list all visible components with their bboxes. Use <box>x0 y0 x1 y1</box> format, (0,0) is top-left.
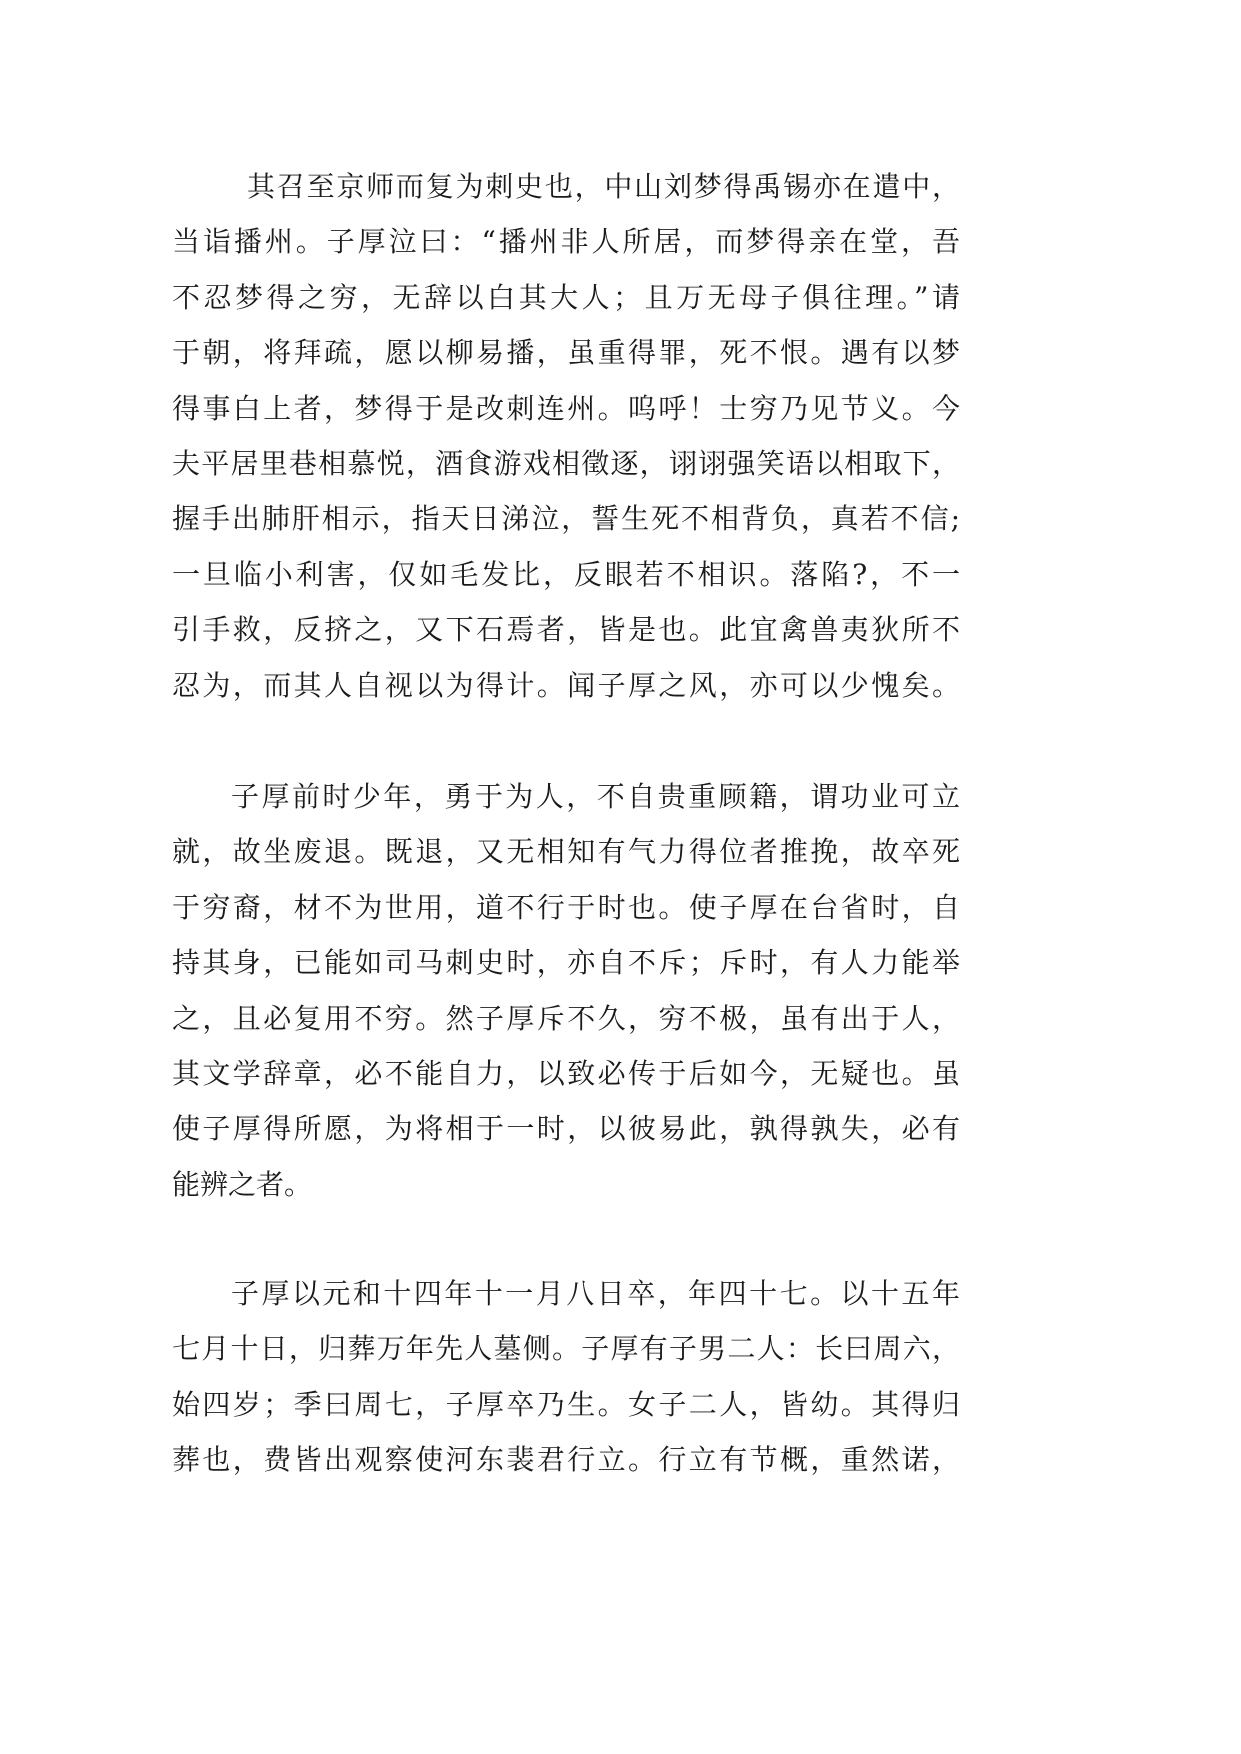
text-line: 不忍梦得之穷，无辞以白其大人；且万无母子俱往理。”请 <box>172 280 960 314</box>
text-line: 之，且必复用不穷。然子厚斥不久，穷不极，虽有出于人， <box>172 1001 960 1035</box>
text-line: 就，故坐废退。既退，又无相知有气力得位者推挽，故卒死 <box>172 835 960 869</box>
text-line: 使子厚得所愿，为将相于一时，以彼易此，孰得孰失，必有 <box>172 1112 960 1146</box>
paragraph-1 <box>172 159 960 713</box>
text-line: 夫平居里巷相慕悦，酒食游戏相徵逐，诩诩强笑语以相取下， <box>172 446 960 480</box>
text-line: 子厚前时少年，勇于为人，不自贵重顾籍，谓功业可立 <box>231 780 960 813</box>
text-line: 其召至京师而复为刺史也，中山刘梦得禹锡亦在遣中， <box>247 170 960 203</box>
text-line: 引手救，反挤之，又下石焉者，皆是也。此宜禽兽夷狄所不 <box>172 613 960 647</box>
text-line: 于穷裔，材不为世用，道不行于时也。使子厚在台省时，自 <box>172 890 960 924</box>
text-line: 当诣播州。子厚泣曰：“播州非人所居，而梦得亲在堂，吾 <box>172 225 960 259</box>
text-line: 始四岁；季曰周七，子厚卒乃生。女子二人，皆幼。其得归 <box>172 1387 960 1421</box>
text-line: 得事白上者，梦得于是改刺连州。呜呼！士穷乃见节义。今 <box>172 391 960 425</box>
text-line: 握手出肺肝相示，指天日涕泣，誓生死不相背负，真若不信; <box>172 502 960 536</box>
text-line: 子厚以元和十四年十一月八日卒，年四十七。以十五年 <box>231 1277 960 1310</box>
text-line: 持其身，已能如司马刺史时，亦自不斥；斥时，有人力能举 <box>172 946 960 980</box>
text-line: 能辨之者。 <box>172 1167 313 1201</box>
text-line: 一旦临小利害，仅如毛发比，反眼若不相识。落陷?，不一 <box>172 557 960 591</box>
text-line: 于朝，将拜疏，愿以柳易播，虽重得罪，死不恨。遇有以梦 <box>172 336 960 370</box>
text-line: 葬也，费皆出观察使河东裴君行立。行立有节概，重然诺， <box>172 1443 960 1477</box>
text-line: 忍为，而其人自视以为得计。闻子厚之风，亦可以少愧矣。 <box>172 668 960 702</box>
paragraph-3 <box>172 1266 960 1488</box>
text-line: 七月十日，归葬万年先人墓侧。子厚有子男二人：长曰周六， <box>172 1332 960 1366</box>
text-line: 其文学辞章，必不能自力，以致必传于后如今，无疑也。虽 <box>172 1056 960 1090</box>
paragraph-2 <box>172 769 960 1212</box>
